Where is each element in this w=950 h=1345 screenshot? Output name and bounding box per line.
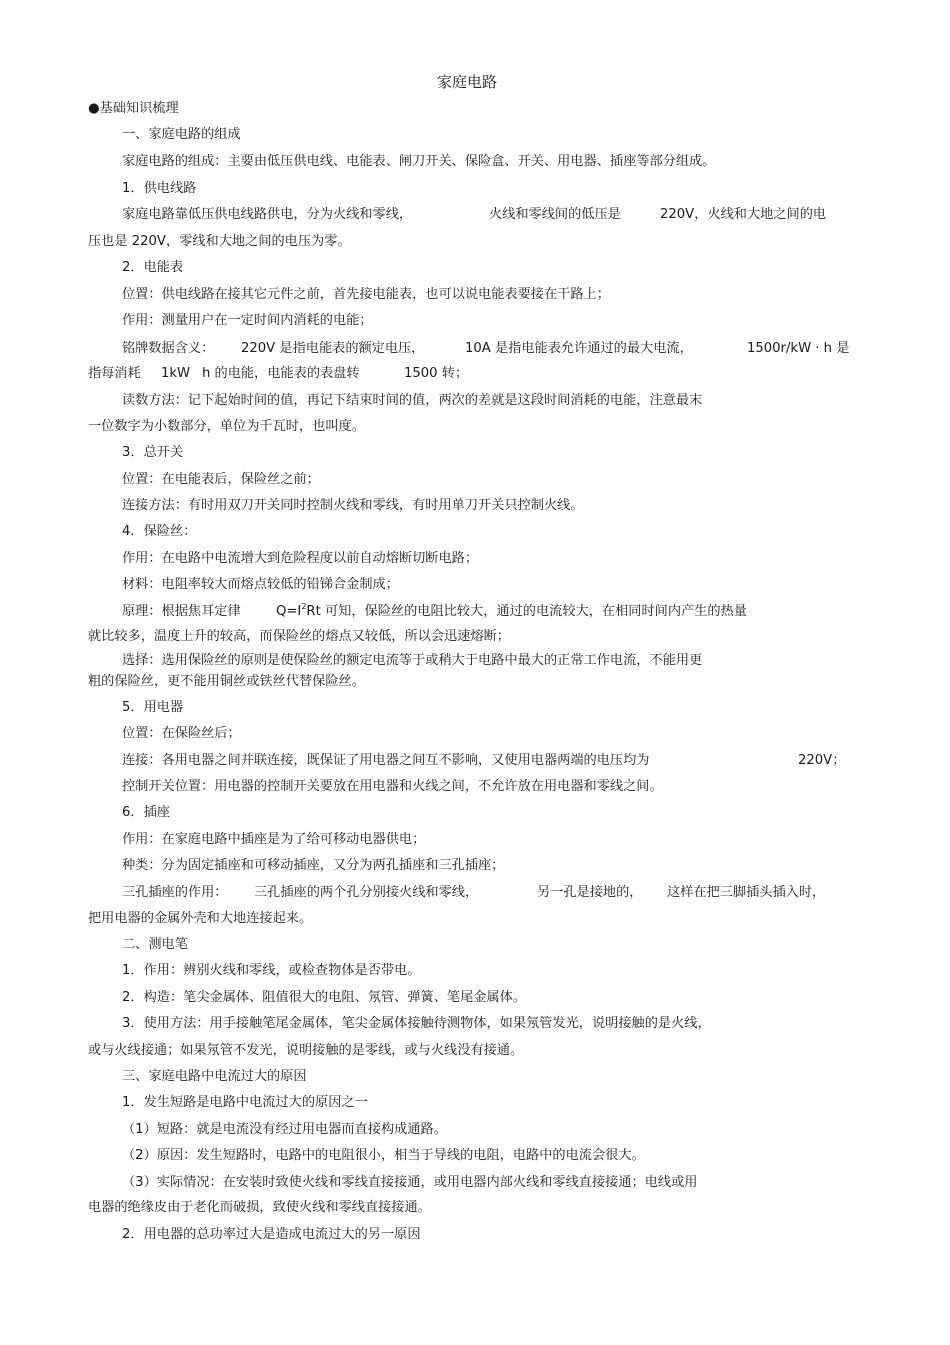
- meter-nameplate-a: 铭牌数据含义：: [122, 341, 215, 356]
- supply-line-text-b: 火线和零线间的低压是: [489, 207, 621, 222]
- section-basic-knowledge: ●基础知识梳理: [88, 101, 179, 116]
- heading-overcurrent: 三、家庭电路中电流过大的原因: [122, 1069, 307, 1084]
- fuse-select-1: 选择：选用保险丝的原则是使保险丝的额定电流等于或稍大于电路中最大的正常工作电流，不能用更: [122, 653, 703, 668]
- meter-reading-1: 读数方法：记下起始时间的值，再记下结束时间的值，两次的差就是这段时间消耗的电能，注意最末: [122, 393, 703, 408]
- meter-nameplate2-b: 1kW: [161, 366, 191, 381]
- appliance-switch: 控制开关位置：用电器的控制开关要放在用电器和火线之间，不允许放在用电器和零线之间。: [122, 779, 663, 794]
- test-pen-item-1: 1．作用：辨别火线和零线，或检查物体是否带电。: [122, 963, 421, 978]
- fuse-material: 材料：电阻率较大而熔点较低的铅锑合金制成；: [122, 577, 399, 592]
- meter-nameplate2-d: 1500 转；: [404, 366, 469, 381]
- heading-energy-meter: 2．电能表: [122, 260, 184, 275]
- heading-socket: 6．插座: [122, 805, 170, 820]
- heading-test-pen: 二、测电笔: [122, 937, 188, 952]
- test-pen-item-3b: 或与火线接通；如果氖管不发光，说明接触的是零线，或与火线没有接通。: [88, 1043, 524, 1058]
- fuse-principle-2: 就比较多，温度上升的较高，而保险丝的熔点又较低，所以会迅速熔断；: [88, 629, 510, 644]
- meter-nameplate2-a: 指每消耗: [88, 366, 141, 381]
- composition-text: 家庭电路的组成：主要由低压供电线、电能表、闸刀开关、保险盒、开关、用电器、插座等部分组成。: [122, 154, 716, 169]
- main-switch-position: 位置：在电能表后，保险丝之前；: [122, 472, 320, 487]
- main-switch-connection: 连接方法：有时用双刀开关同时控制火线和零线，有时用单刀开关只控制火线。: [122, 498, 584, 513]
- meter-nameplate-b: 220V 是指电能表的额定电压，: [241, 341, 425, 356]
- heading-appliance: 5．用电器: [122, 700, 184, 715]
- socket-three-c: 另一孔是接地的，: [537, 885, 643, 900]
- overcurrent-item-2: 2．用电器的总功率过大是造成电流过大的另一原因: [122, 1227, 421, 1242]
- heading-composition: 一、家庭电路的组成: [122, 127, 241, 142]
- appliance-position: 位置：在保险丝后；: [122, 726, 241, 741]
- overcurrent-item-1: 1．发生短路是电路中电流过大的原因之一: [122, 1095, 368, 1110]
- page-title: 家庭电路: [437, 73, 498, 91]
- fuse-function: 作用：在电路中电流增大到危险程度以前自动熔断切断电路；: [122, 551, 479, 566]
- overcurrent-sub-1: （1）短路：就是电流没有经过用电器而直接构成通路。: [122, 1122, 447, 1137]
- socket-types: 种类：分为固定插座和可移动插座，又分为两孔插座和三孔插座；: [122, 858, 505, 873]
- socket-three-d: 这样在把三脚插头插入时，: [667, 885, 826, 900]
- appliance-connection-b: 220V；: [798, 753, 846, 768]
- meter-function: 作用：测量用户在一定时间内消耗的电能；: [122, 313, 373, 328]
- meter-nameplate-d: 1500r/kW · h 是: [747, 341, 850, 356]
- heading-supply-line: 1．供电线路: [122, 181, 197, 196]
- overcurrent-sub-3b: 电器的绝缘皮由于老化而破损，致使火线和零线直接接通。: [88, 1200, 431, 1215]
- socket-three-b: 三孔插座的两个孔分别接火线和零线，: [254, 885, 479, 900]
- supply-line-text-c: 220V，火线和大地之间的电: [660, 207, 827, 222]
- fuse-select-2: 粗的保险丝，更不能用铜丝或铁丝代替保险丝。: [88, 674, 365, 689]
- supply-line-text-2: 压也是 220V，零线和大地之间的电压为零。: [88, 234, 351, 249]
- fuse-principle-formula: [276, 603, 747, 621]
- socket-three-a: 三孔插座的作用：: [122, 885, 228, 900]
- overcurrent-sub-2: （2）原因：发生短路时，电路中的电阻很小，相当于导线的电阻，电路中的电流会很大。: [122, 1148, 645, 1163]
- test-pen-item-3a: 3．使用方法：用手接触笔尾金属体，笔尖金属体接触待测物体，如果氖管发光，说明接触的是火线，: [122, 1016, 711, 1031]
- formula-exponent: 2: [301, 602, 307, 611]
- fuse-principle-a: 原理：根据焦耳定律: [122, 604, 241, 619]
- meter-nameplate-c: 10A 是指电能表允许通过的最大电流，: [465, 341, 693, 356]
- heading-fuse: 4．保险丝：: [122, 524, 197, 539]
- meter-nameplate2-c: h 的电能，电能表的表盘转: [202, 366, 360, 381]
- overcurrent-sub-3a: （3）实际情况：在安装时致使火线和零线直接接通，或用电器内部火线和零线直接接通；电线或用: [122, 1175, 698, 1190]
- appliance-connection-a: 连接：各用电器之间并联连接，既保证了用电器之间互不影响，又使用电器两端的电压均为: [122, 753, 650, 768]
- formula-q: Q=I: [276, 604, 302, 619]
- fuse-principle-b: Rt 可知，保险丝的电阻比较大，通过的电流较大，在相同时间内产生的热量: [306, 604, 747, 619]
- socket-function: 作用：在家庭电路中插座是为了给可移动电器供电；: [122, 832, 426, 847]
- meter-reading-2: 一位数字为小数部分，单位为千瓦时，也叫度。: [88, 419, 365, 434]
- meter-position: 位置：供电线路在接其它元件之前，首先接电能表，也可以说电能表要接在干路上；: [122, 287, 610, 302]
- heading-main-switch: 3．总开关: [122, 445, 184, 460]
- test-pen-item-2: 2．构造：笔尖金属体、阻值很大的电阻、氖管、弹簧、笔尾金属体。: [122, 990, 527, 1005]
- supply-line-text-a: 家庭电路靠低压供电线路供电，分为火线和零线，: [122, 207, 413, 222]
- socket-three-2: 把用电器的金属外壳和大地连接起来。: [88, 911, 313, 926]
